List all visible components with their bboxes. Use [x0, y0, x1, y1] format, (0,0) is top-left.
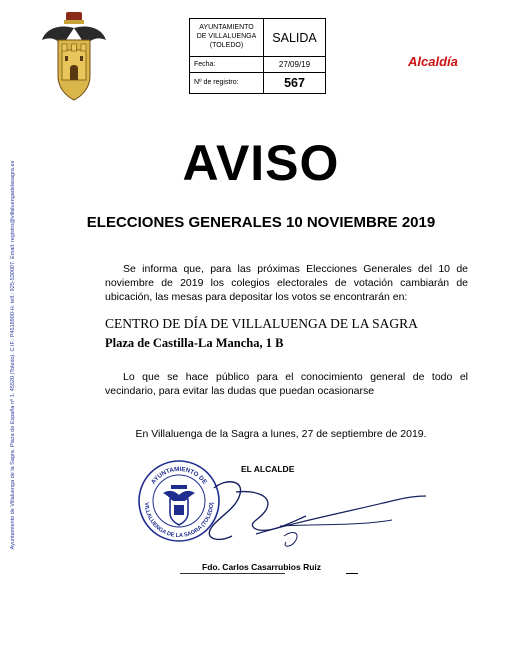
stamp-registry-value: 567: [284, 76, 305, 90]
stamp-type: SALIDA: [264, 19, 325, 57]
date-line: En Villaluenga de la Sagra a lunes, 27 de septiembre de 2019.: [135, 428, 427, 440]
footer-dash: [346, 573, 358, 574]
coat-of-arms-icon: [40, 10, 108, 102]
stamp-municipality: [190, 19, 264, 57]
venue-address: Plaza de Castilla-La Mancha, 1 B: [105, 336, 284, 350]
handwritten-signature: [196, 470, 436, 570]
svg-text:VILLALUENGA DE LA SAGRA (TOLED: VILLALUENGA DE LA SAGRA (TOLEDO): [142, 502, 216, 540]
sidebar-address-text: Ayuntamiento de Villaluenga de la Sagra. Plaza de España nº 1. 45520 (Toledo). C.IF.: P4518900-H. telf.: 925-530007. Email: registro@villaluengadelasagra.es: [10, 160, 16, 550]
notice-subtitle: ELECCIONES GENERALES 10 NOVIEMBRE 2019: [86, 214, 436, 231]
signature-underline: [180, 573, 285, 574]
stamp-municipality-line: AYUNTAMIENTO: [199, 24, 254, 31]
venue-name: CENTRO DE DÍA DE VILLALUENGA DE LA SAGRA: [105, 316, 418, 331]
notice-paragraph: Se informa que, para las próximas Elecciones Generales del 10 de noviembre de 2019 los colegios electorales de votación cambiarán de ubicación, las mesas para depositar los votos se encontrarán en:: [105, 263, 468, 303]
notice-paragraph: Lo que se hace público para el conocimiento general de todo el vecindario, para evitar las dudas que puedan ocasionarse: [105, 371, 468, 397]
registry-stamp: [189, 18, 326, 94]
stamp-registry-label: Nº de registro:: [190, 73, 264, 93]
svg-text:AYUNTAMIENTO DE: AYUNTAMIENTO DE: [149, 465, 209, 486]
signer-name: Fdo. Carlos Casarrubios Ruiz: [202, 562, 322, 572]
stamp-date-label: Fecha:: [190, 57, 264, 73]
notice-title: AVISO: [182, 135, 340, 191]
stamp-municipality-line: (TOLEDO): [209, 42, 244, 49]
signature-role: EL ALCALDE: [241, 464, 295, 474]
department-label: Alcaldía: [408, 54, 458, 69]
stamp-municipality-line: DE VILLALUENGA: [196, 33, 257, 40]
stamp-date-value: 27/09/19: [264, 57, 325, 73]
